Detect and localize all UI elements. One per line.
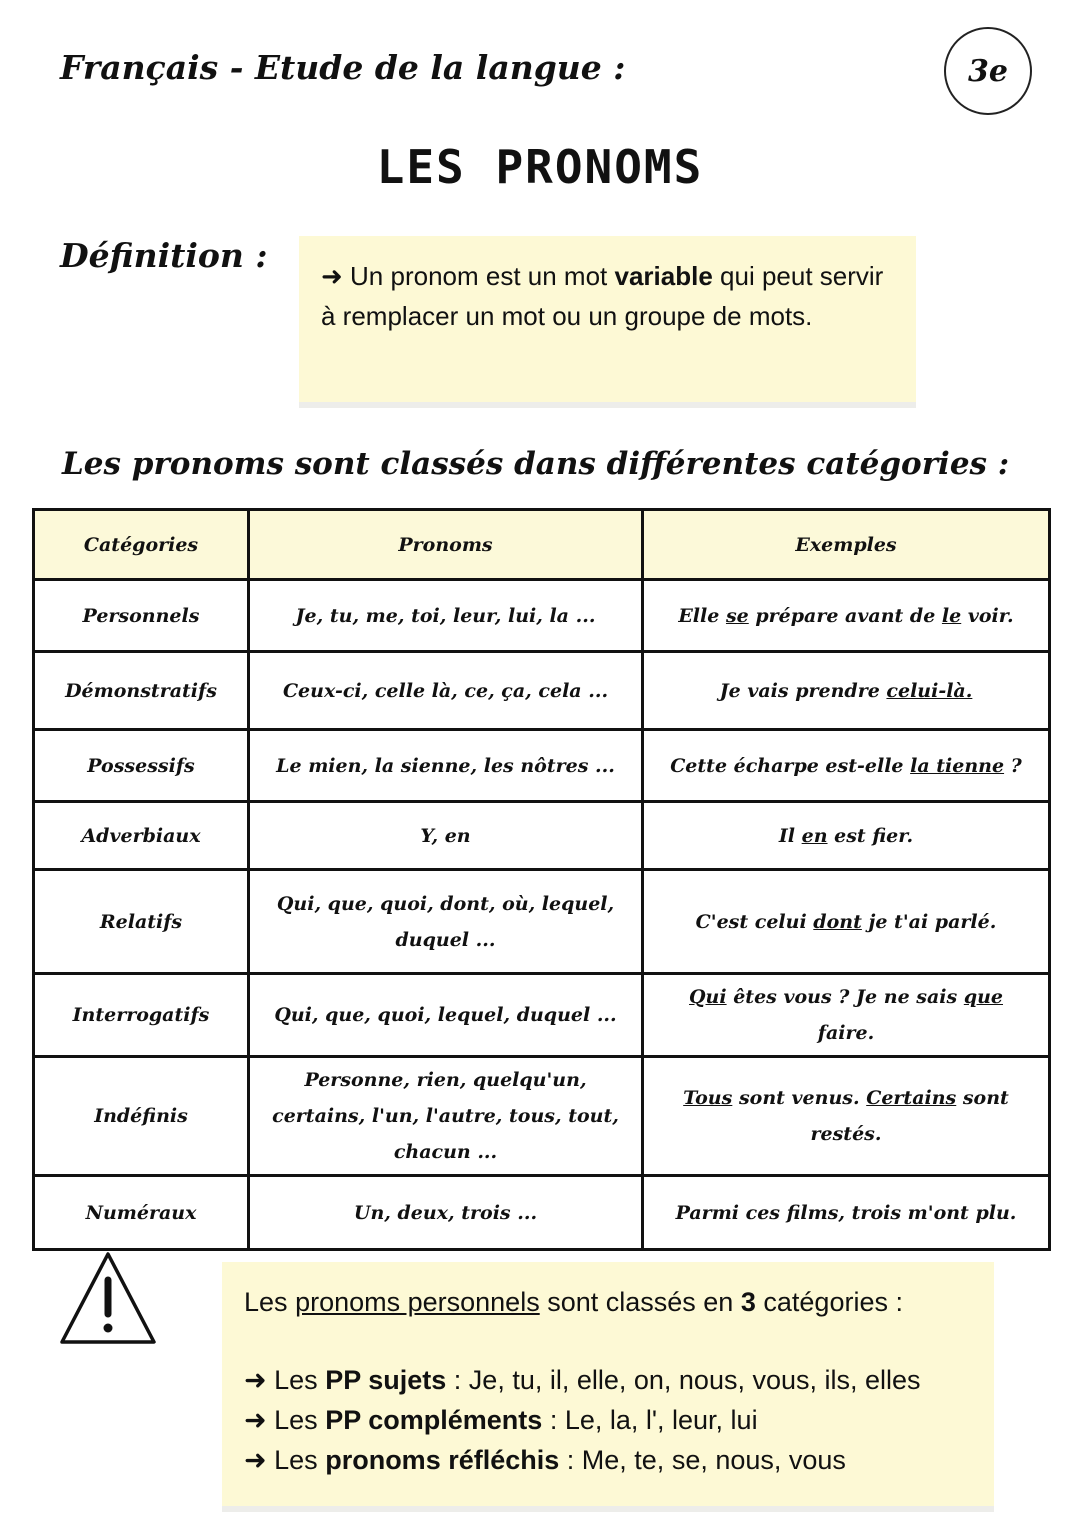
definition-text-before: Un pronom est un mot [350,261,608,291]
example-underlined-word: Tous [683,1087,733,1109]
category-cell: Démonstratifs [34,652,249,730]
example-cell [643,974,1050,1057]
table-row [34,974,1050,1057]
pronouns-cell: Le mien, la sienne, les nôtres ... [249,730,643,802]
table-body [34,580,1050,1250]
category-cell: Adverbiaux [34,802,249,870]
example-text: Cette écharpe est-elle [670,754,911,777]
note-item-rest: : Me, te, se, nous, vous [566,1445,846,1475]
table-row [34,652,1050,730]
example-text: êtes vous ? Je ne sais [726,986,964,1008]
category-cell: Numéraux [34,1176,249,1250]
example-cell [643,1057,1050,1176]
example-underlined-word: le [941,604,962,627]
example-underlined-word: Qui [689,986,727,1008]
definition-bold-word: variable [614,261,713,291]
header-categories: Catégories [34,510,249,580]
category-cell: Personnels [34,580,249,652]
page-title: LES PRONOMS [376,140,704,194]
note-intro-middle: sont classés en [547,1287,734,1317]
example-underlined-word: Certains [866,1087,957,1109]
level-badge: 3e [944,27,1032,115]
header-subject: Français - Etude de la langue : [60,48,626,87]
example-text: Il [778,824,802,847]
example-cell [643,652,1050,730]
example-text: sont venus. [732,1087,867,1109]
note-intro [244,1282,972,1322]
example-underlined-word: que [963,986,1003,1008]
table-row [34,1057,1050,1176]
table-header-row [34,510,1050,580]
table-row [34,802,1050,870]
example-cell [643,802,1050,870]
note-intro-before: Les [244,1287,288,1317]
warning-icon [58,1250,158,1346]
pronouns-cell: Y, en [249,802,643,870]
personal-pronouns-note [222,1262,994,1506]
example-text: voir. [961,604,1014,627]
note-item-prefix: Les [274,1405,318,1435]
note-item-bold: PP compléments [325,1405,543,1435]
arrow-icon: ➜ [321,261,343,291]
note-item-rest: : Je, tu, il, elle, on, nous, vous, ils, elles [453,1365,921,1395]
note-intro-underlined: pronoms personnels [295,1287,540,1317]
table-row [34,870,1050,974]
arrow-icon: ➜ [244,1405,267,1435]
example-text: Parmi ces films, trois m'ont plu. [675,1201,1017,1224]
table-row [34,580,1050,652]
example-underlined-word: la tienne [910,754,1005,777]
note-item-bold: pronoms réfléchis [325,1445,560,1475]
pronouns-cell: Un, deux, trois ... [249,1176,643,1250]
example-underlined-word: se [725,604,749,627]
table-row [34,1176,1050,1250]
note-item [244,1400,972,1440]
pronouns-cell: Qui, que, quoi, dont, où, lequel, duquel ... [249,870,643,974]
note-item-prefix: Les [274,1365,318,1395]
example-text: Elle [678,604,726,627]
pronouns-cell: Personne, rien, quelqu'un, certains, l'un, l'autre, tous, tout, chacun ... [249,1057,643,1176]
category-cell: Possessifs [34,730,249,802]
pronoun-table [32,508,1051,1251]
definition-text-after: qui peut servir à remplacer un mot ou un groupe de mots. [321,261,884,331]
example-underlined-word: celui-là. [886,679,973,702]
example-cell [643,870,1050,974]
header-pronouns: Pronoms [249,510,643,580]
example-cell [643,1176,1050,1250]
pronouns-cell: Je, tu, me, toi, leur, lui, la ... [249,580,643,652]
note-item [244,1360,972,1400]
example-text: je t'ai parlé. [861,910,997,933]
note-intro-after: catégories : [763,1287,903,1317]
example-cell [643,580,1050,652]
example-text: est fier. [827,824,914,847]
definition-label: Définition : [60,236,268,275]
pronouns-cell: Qui, que, quoi, lequel, duquel ... [249,974,643,1057]
pronouns-cell: Ceux-ci, celle là, ce, ça, cela ... [249,652,643,730]
note-intro-count: 3 [740,1287,756,1317]
note-item-prefix: Les [274,1445,318,1475]
category-cell: Interrogatifs [34,974,249,1057]
example-underlined-word: en [801,824,828,847]
example-text: C'est celui [695,910,814,933]
arrow-icon: ➜ [244,1445,267,1475]
example-underlined-word: dont [813,910,862,933]
example-cell [643,730,1050,802]
note-item [244,1440,972,1480]
example-text: faire. [817,1022,875,1044]
table-row [34,730,1050,802]
category-cell: Indéfinis [34,1057,249,1176]
category-cell: Relatifs [34,870,249,974]
example-text: sont restés. [810,1087,1009,1145]
header-examples: Exemples [643,510,1050,580]
definition-box [299,236,916,402]
example-text: ? [1004,754,1022,777]
classification-heading: Les pronoms sont classés dans différentes catégories : [62,446,1010,482]
note-item-bold: PP sujets [325,1365,447,1395]
example-text: prépare avant de [748,604,942,627]
note-item-rest: : Le, la, l', leur, lui [549,1405,758,1435]
arrow-icon: ➜ [244,1365,267,1395]
example-text: Je vais prendre [719,679,887,702]
